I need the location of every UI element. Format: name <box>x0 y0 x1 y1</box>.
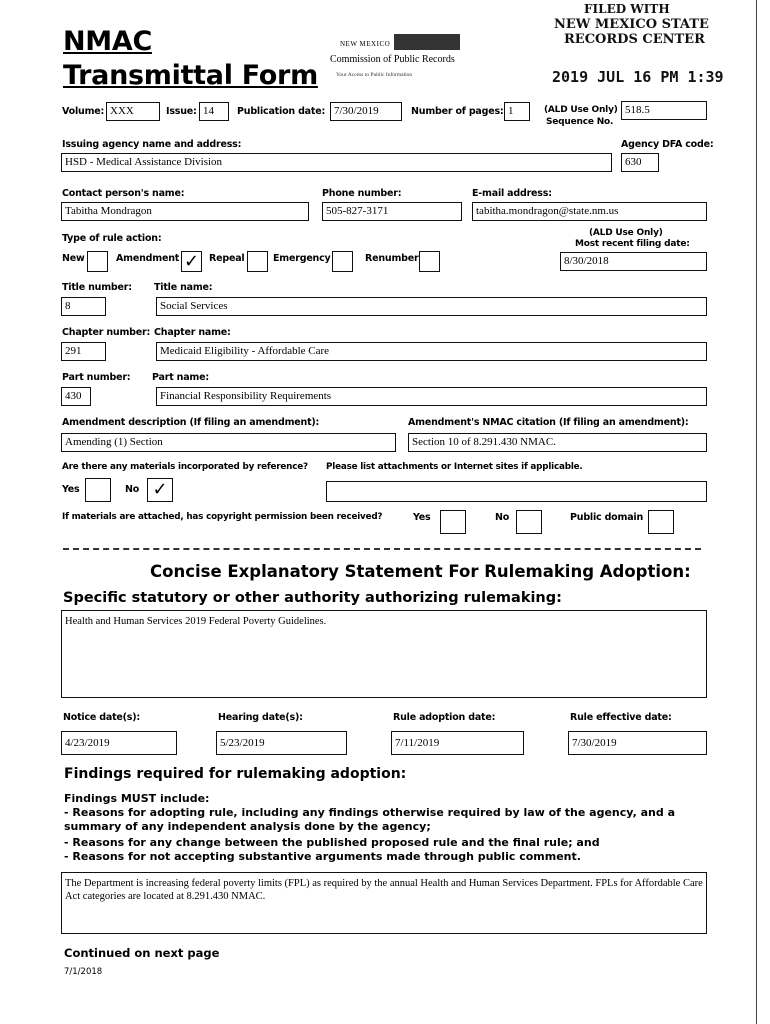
amendment-checkbox[interactable] <box>181 251 202 272</box>
email-field[interactable]: tabitha.mondragon@state.nm.us <box>472 202 707 221</box>
title-name-field[interactable]: Social Services <box>156 297 707 316</box>
filed-stamp <box>548 2 724 94</box>
recent-filing-date-field[interactable]: 8/30/2018 <box>560 252 707 271</box>
title-name-label: Title name: <box>154 282 213 293</box>
recent-filing-date-label: Most recent filing date: <box>575 239 690 249</box>
phone-field[interactable]: 505-827-3171 <box>322 202 462 221</box>
adoption-date-label: Rule adoption date: <box>393 712 496 723</box>
logo-tagline: Your Access to Public Information <box>336 72 413 78</box>
findings-heading: Findings required for rulemaking adoption: <box>64 766 407 782</box>
materials-no-checkbox[interactable] <box>147 478 173 502</box>
issue-field[interactable]: 14 <box>199 102 229 121</box>
sequence-ald-label: (ALD Use Only) <box>544 105 618 115</box>
notice-dates-label: Notice date(s): <box>63 712 140 723</box>
amendment-description-field[interactable]: Amending (1) Section <box>61 433 396 452</box>
agency-dfa-label: Agency DFA code: <box>621 139 714 150</box>
public-domain-label: Public domain <box>570 512 644 523</box>
chapter-number-label: Chapter number: <box>62 327 151 338</box>
findings-field[interactable]: The Department is increasing federal poverty limits (FPL) as required by the annual Health and Human Services Department. FPLs for Affordable Care Act categories are located at 8.291.430 NMAC. <box>61 872 707 934</box>
emergency-label: Emergency <box>273 253 331 264</box>
title-number-label: Title number: <box>62 282 132 293</box>
commission-logo <box>330 34 470 84</box>
new-checkbox[interactable] <box>87 251 108 272</box>
stamp-state: NEW MEXICO STATE <box>554 17 709 32</box>
renumber-label: Renumber <box>365 253 419 264</box>
number-of-pages-label: Number of pages: <box>411 106 504 117</box>
renumber-checkbox[interactable] <box>419 251 440 272</box>
materials-question: Are there any materials incorporated by reference? <box>62 462 308 472</box>
contact-name-label: Contact person's name: <box>62 188 185 199</box>
stamp-datetime: 2019 JUL 16 PM 1:39 <box>552 68 724 86</box>
materials-no-label: No <box>125 484 140 495</box>
scan-edge-line <box>756 0 757 1024</box>
logo-emblem <box>394 34 460 50</box>
materials-yes-label: Yes <box>62 484 80 495</box>
publication-date-field[interactable]: 7/30/2019 <box>330 102 402 121</box>
hearing-dates-field[interactable]: 5/23/2019 <box>216 731 347 755</box>
findings-must-include: Findings MUST include: <box>64 792 210 805</box>
section-divider <box>63 548 701 550</box>
materials-yes-checkbox[interactable] <box>85 478 111 502</box>
statement-heading: Concise Explanatory Statement For Rulemaking Adoption: <box>150 562 691 581</box>
part-name-field[interactable]: Financial Responsibility Requirements <box>156 387 707 406</box>
part-name-label: Part name: <box>152 372 209 383</box>
stamp-filed-with: FILED WITH <box>584 2 670 16</box>
chapter-number-field[interactable]: 291 <box>61 342 106 361</box>
authority-heading: Specific statutory or other authority authorizing rulemaking: <box>63 590 562 606</box>
email-label: E-mail address: <box>472 188 552 199</box>
sequence-no-field[interactable]: 518.5 <box>621 101 707 120</box>
hearing-dates-label: Hearing date(s): <box>218 712 303 723</box>
form-title-transmittal: Transmittal Form <box>63 60 318 91</box>
form-title-nmac: NMAC <box>63 26 152 57</box>
findings-item-1: - Reasons for adopting rule, including any findings otherwise required by law of the agency, and a summary of any independent analysis done by the agency; <box>64 806 675 833</box>
issuing-agency-field[interactable]: HSD - Medical Assistance Division <box>61 153 612 172</box>
amendment-citation-field[interactable]: Section 10 of 8.291.430 NMAC. <box>408 433 707 452</box>
amendment-citation-label: Amendment's NMAC citation (If filing an amendment): <box>408 417 689 428</box>
repeal-label: Repeal <box>209 253 245 264</box>
attachments-list-label: Please list attachments or Internet sites if applicable. <box>326 462 583 472</box>
sequence-no-label: Sequence No. <box>546 117 614 127</box>
effective-date-field[interactable]: 7/30/2019 <box>568 731 707 755</box>
logo-state-text: NEW MEXICO <box>340 40 391 48</box>
number-of-pages-field[interactable]: 1 <box>504 102 530 121</box>
public-domain-checkbox[interactable] <box>648 510 674 534</box>
recent-filing-ald-label: (ALD Use Only) <box>589 228 663 238</box>
rule-action-label: Type of rule action: <box>62 233 162 244</box>
repeal-checkbox[interactable] <box>247 251 268 272</box>
copyright-yes-checkbox[interactable] <box>440 510 466 534</box>
issuing-agency-label: Issuing agency name and address: <box>62 139 242 150</box>
copyright-question: If materials are attached, has copyright permission been received? <box>62 512 383 522</box>
issue-label: Issue: <box>166 106 197 117</box>
publication-date-label: Publication date: <box>237 106 326 117</box>
agency-dfa-field[interactable]: 630 <box>621 153 659 172</box>
logo-commission-text: Commission of Public Records <box>330 54 455 65</box>
chapter-name-field[interactable]: Medicaid Eligibility - Affordable Care <box>156 342 707 361</box>
findings-item-3: - Reasons for not accepting substantive arguments made through public comment. <box>64 850 581 863</box>
authority-field[interactable]: Health and Human Services 2019 Federal Poverty Guidelines. <box>61 610 707 698</box>
notice-dates-field[interactable]: 4/23/2019 <box>61 731 177 755</box>
copyright-yes-label: Yes <box>413 512 431 523</box>
part-number-field[interactable]: 430 <box>61 387 91 406</box>
stamp-records-center: RECORDS CENTER <box>564 32 705 47</box>
copyright-no-checkbox[interactable] <box>516 510 542 534</box>
form-version-date: 7/1/2018 <box>64 967 103 977</box>
materials-no-check-icon: ✓ <box>152 479 168 500</box>
amendment-check-icon: ✓ <box>183 251 200 272</box>
new-label: New <box>62 253 85 264</box>
attachments-list-field[interactable] <box>326 481 707 502</box>
part-number-label: Part number: <box>62 372 131 383</box>
volume-label: Volume: <box>62 106 105 117</box>
amendment-label: Amendment <box>116 253 180 264</box>
adoption-date-field[interactable]: 7/11/2019 <box>391 731 524 755</box>
volume-field[interactable]: XXX <box>106 102 160 121</box>
amendment-description-label: Amendment description (If filing an amendment): <box>62 417 320 428</box>
emergency-checkbox[interactable] <box>332 251 353 272</box>
continued-note: Continued on next page <box>64 946 220 960</box>
effective-date-label: Rule effective date: <box>570 712 672 723</box>
copyright-no-label: No <box>495 512 510 523</box>
contact-name-field[interactable]: Tabitha Mondragon <box>61 202 309 221</box>
chapter-name-label: Chapter name: <box>154 327 231 338</box>
findings-item-2: - Reasons for any change between the published proposed rule and the final rule; and <box>64 836 600 849</box>
phone-label: Phone number: <box>322 188 402 199</box>
title-number-field[interactable]: 8 <box>61 297 106 316</box>
